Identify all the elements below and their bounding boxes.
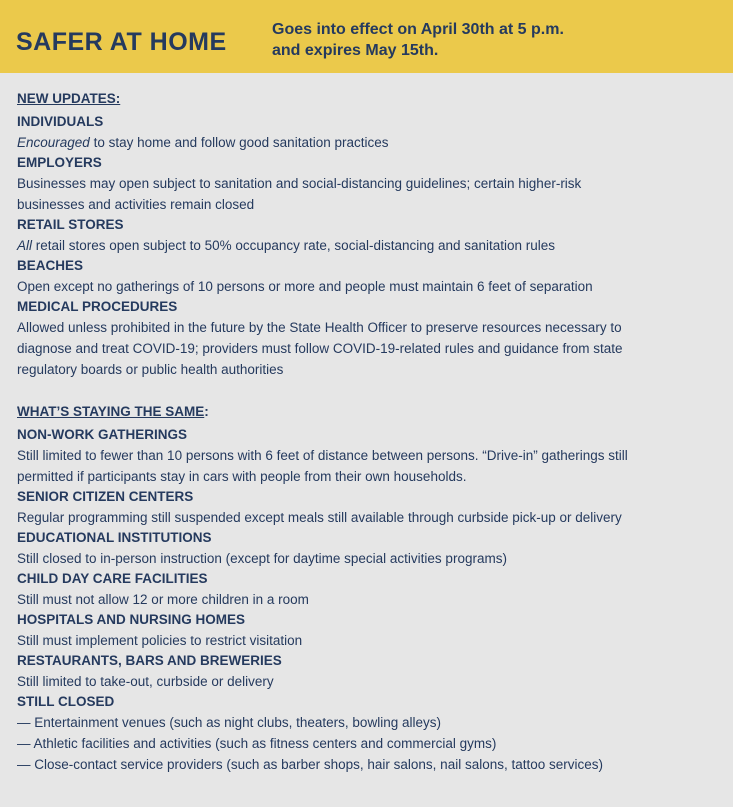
item-educational-institutions (17, 528, 717, 569)
item-child-day-care (17, 569, 717, 610)
item-title: RESTAURANTS, BARS AND BREWERIES (17, 653, 282, 668)
item-body: Regular programming still suspended except meals still available through curbside pick-up or delivery (17, 510, 622, 525)
item-title: INDIVIDUALS (17, 114, 104, 129)
item-title: EMPLOYERS (17, 155, 102, 170)
page-title: SAFER AT HOME (16, 28, 227, 56)
header-banner (0, 0, 733, 73)
list-item: — Athletic facilities and activities (such as fitness centers and commercial gyms) (17, 736, 497, 751)
staying-same-heading-text: WHAT’S STAYING THE SAME (17, 404, 205, 419)
item-title: HOSPITALS AND NURSING HOMES (17, 612, 246, 627)
item-body-emphasis: Encouraged (17, 135, 90, 150)
item-body (17, 235, 717, 256)
item-retail-stores (17, 215, 717, 256)
item-body: Still closed to in-person instruction (except for daytime special activities programs) (17, 551, 507, 566)
item-body-emphasis: All (17, 238, 33, 253)
item-body-line: businesses and activities remain closed (17, 197, 255, 212)
item-body (17, 132, 717, 153)
item-body-line: regulatory boards or public health authorities (17, 362, 284, 377)
item-body: Still must not allow 12 or more children in a room (17, 592, 309, 607)
item-hospitals-nursing-homes (17, 610, 717, 651)
list-item: — Close-contact service providers (such as barber shops, hair salons, nail salons, tattoo services) (17, 757, 604, 772)
item-still-closed (17, 692, 717, 775)
item-title: STILL CLOSED (17, 694, 115, 709)
staying-same-heading (17, 402, 717, 422)
item-title: MEDICAL PROCEDURES (17, 299, 178, 314)
staying-same-heading-colon: : (204, 404, 209, 419)
item-body-text: retail stores open subject to 50% occupancy rate, social-distancing and sanitation rules (32, 238, 556, 253)
item-title: NON-WORK GATHERINGS (17, 427, 187, 442)
item-body-line: Still limited to fewer than 10 persons with 6 feet of distance between persons. “Drive-in” gatherings still (17, 448, 628, 463)
item-title: EDUCATIONAL INSTITUTIONS (17, 530, 212, 545)
main-content (17, 89, 717, 775)
item-title: CHILD DAY CARE FACILITIES (17, 571, 208, 586)
item-body-line: Allowed unless prohibited in the future by the State Health Officer to preserve resources necessary to (17, 320, 622, 335)
effective-dates-line-1: Goes into effect on April 30th at 5 p.m. (272, 21, 564, 38)
item-individuals (17, 112, 717, 153)
item-body: Still must implement policies to restrict visitation (17, 633, 303, 648)
item-restaurants-bars (17, 651, 717, 692)
item-body-line: diagnose and treat COVID-19; providers must follow COVID-19-related rules and guidance from state (17, 341, 623, 356)
item-employers (17, 153, 717, 215)
list-item: — Entertainment venues (such as night clubs, theaters, bowling alleys) (17, 715, 441, 730)
item-title: BEACHES (17, 258, 84, 273)
item-title: SENIOR CITIZEN CENTERS (17, 489, 194, 504)
item-body-text: to stay home and follow good sanitation practices (89, 135, 389, 150)
item-title: RETAIL STORES (17, 217, 124, 232)
item-non-work-gatherings (17, 425, 717, 487)
item-body-line: permitted if participants stay in cars with people from their own households. (17, 469, 467, 484)
effective-dates-line-2: and expires May 15th. (272, 42, 439, 59)
item-body-line: Businesses may open subject to sanitation and social-distancing guidelines; certain higher-risk (17, 176, 582, 191)
item-body: Still limited to take-out, curbside or delivery (17, 674, 274, 689)
new-updates-heading: NEW UPDATES: (17, 91, 121, 106)
effective-dates-note (272, 19, 564, 61)
item-beaches (17, 256, 717, 297)
item-body: Open except no gatherings of 10 persons or more and people must maintain 6 feet of separation (17, 279, 593, 294)
item-medical-procedures (17, 297, 717, 380)
item-senior-citizen-centers (17, 487, 717, 528)
